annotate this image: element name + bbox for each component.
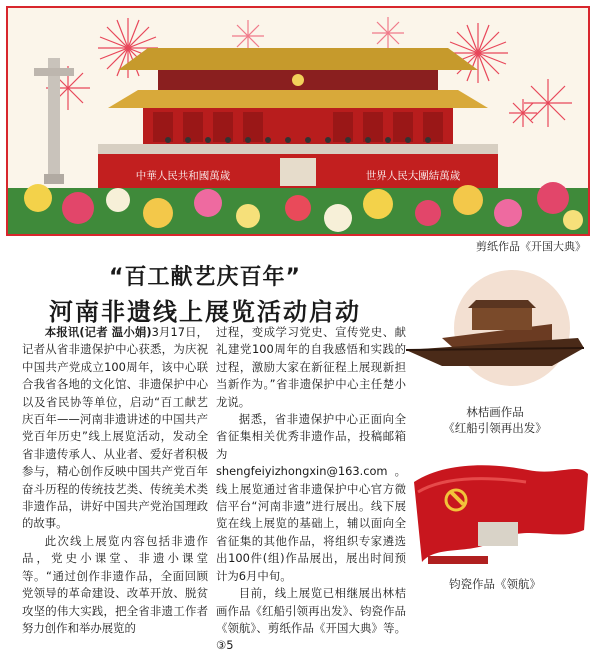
article-column-2 bbox=[216, 324, 406, 655]
hero-papercut-image bbox=[6, 6, 590, 236]
flowers-icon bbox=[8, 182, 588, 234]
hero-caption: 剪纸作品《开国大典》 bbox=[476, 240, 586, 253]
boat-icon bbox=[402, 268, 592, 398]
byline: 本报讯(记者 温小娟) bbox=[44, 325, 152, 339]
article-column-1 bbox=[22, 324, 208, 637]
article-paragraph: 过程，变成学习党史、宣传党史、献礼建党100周年的自我感悟和实践的过程，激励大家在新征程上展现新担当新作为。”省非遗保护中心主任楚小龙说。 bbox=[216, 325, 406, 409]
porcelain-flag-artwork-image bbox=[408, 452, 592, 572]
flag-icon bbox=[408, 452, 592, 572]
article-paragraph: 目前，线上展览已相继展出林桔画作品《红船引领再出发》、钧瓷作品《领航》、剪纸作品《开国大典》等。③5 bbox=[216, 586, 406, 653]
article-paragraph: 此次线上展览内容包括非遗作品，党史小课堂、非遗小课堂等。“通过创作非遗作品，全面回顾党领导的革命建设、改革开放、脱贫攻坚的伟大实践，把全省非遗工作者努力创作和举办展览的 bbox=[22, 533, 208, 635]
headline-line1: “百工献艺庆百年” bbox=[109, 265, 301, 290]
portrait-icon bbox=[280, 158, 316, 186]
red-boat-artwork-image bbox=[402, 268, 592, 398]
article-paragraph: 据悉，省非遗保护中心正面向全省征集相关优秀非遗作品，投稿邮箱为shengfeiyizhongxin@163.com。线上展览通过省非遗保护中心官方微信平台“河南非遗”进行展出。线下展览在线上展览的基础上，辅以面向全省征集的其他作品，将组织专家遴选出100件(组)作品展出，展出时间预计为6月中旬。 bbox=[216, 412, 406, 583]
article-paragraph: 本报讯(记者 温小娟)3月17日，记者从省非遗保护中心获悉，为庆祝中国共产党成立100周年，该中心联合我省各地的文化馆、非遗保护中心以及省民协等单位，启动“百工献艺庆百年——河南非遗讲述的中国共产党百年历史”线上展览活动，发动全省非遗传承人、从业者、爱好者积极参与，精心创作反映中国共产党百年奋斗历程的传统技艺类、传统美术类非遗作品，讲好中国共产党治国理政的故事。 bbox=[22, 325, 208, 531]
banner-left: 中華人民共和國萬歲 bbox=[135, 170, 231, 182]
banner-right: 世界人民大團結萬歲 bbox=[365, 170, 461, 182]
artwork-caption-porcelain: 钧瓷作品《领航》 bbox=[449, 577, 541, 591]
tiananmen-papercut-illustration bbox=[8, 8, 588, 234]
headline-line2: 河南非遗线上展览活动启动 bbox=[49, 298, 361, 326]
artwork-caption-boat: 林桔画作品 《红船引领再出发》 bbox=[443, 405, 547, 435]
